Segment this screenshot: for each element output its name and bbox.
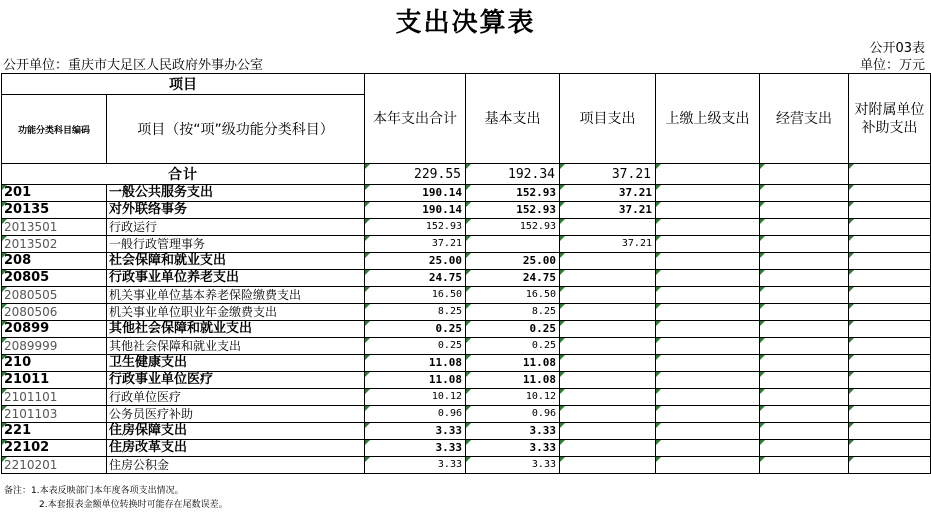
header-subsidy: 对附属单位补助支出 [849, 74, 931, 164]
row-code: 201 [2, 185, 107, 202]
form-number: 公开03表 [869, 41, 925, 56]
table-row [2, 236, 931, 253]
row-upper [656, 270, 760, 287]
row-upper [656, 355, 760, 372]
row-total: 10.12 [365, 389, 466, 406]
row-basic: 3.33 [466, 440, 560, 457]
row-total: 3.33 [365, 440, 466, 457]
header-upper: 上缴上级支出 [656, 74, 760, 164]
row-subsidy [849, 389, 931, 406]
table-row [2, 270, 931, 287]
row-code: 2013502 [2, 236, 107, 253]
row-total: 0.25 [365, 321, 466, 338]
row-name: 行政运行 [107, 219, 365, 236]
row-business [760, 202, 849, 219]
row-total: 3.33 [365, 423, 466, 440]
row-upper [656, 236, 760, 253]
row-subsidy [849, 270, 931, 287]
row-code: 2089999 [2, 338, 107, 355]
row-name: 机关事业单位基本养老保险缴费支出 [107, 287, 365, 304]
row-name: 其他社会保障和就业支出 [107, 321, 365, 338]
row-business [760, 423, 849, 440]
row-upper [656, 304, 760, 321]
row-code: 2080505 [2, 287, 107, 304]
row-item [560, 440, 656, 457]
header-basic: 基本支出 [466, 74, 560, 164]
row-business [760, 304, 849, 321]
row-basic: 8.25 [466, 304, 560, 321]
row-item [560, 270, 656, 287]
header-project-name: 项目（按“项”级功能分类科目） [107, 95, 365, 164]
row-total: 37.21 [365, 236, 466, 253]
row-name: 机关事业单位职业年金缴费支出 [107, 304, 365, 321]
row-basic: 11.08 [466, 355, 560, 372]
row-subsidy [849, 440, 931, 457]
row-business [760, 219, 849, 236]
row-upper [656, 185, 760, 202]
row-item: 37.21 [560, 236, 656, 253]
row-code: 2013501 [2, 219, 107, 236]
row-item [560, 304, 656, 321]
row-name: 社会保障和就业支出 [107, 253, 365, 270]
row-total: 3.33 [365, 457, 466, 474]
row-basic: 0.25 [466, 321, 560, 338]
row-upper [656, 321, 760, 338]
row-upper [656, 287, 760, 304]
row-total: 190.14 [365, 202, 466, 219]
row-subsidy [849, 457, 931, 474]
row-upper [656, 406, 760, 423]
row-subsidy [849, 219, 931, 236]
row-upper [656, 253, 760, 270]
row-code: 20899 [2, 321, 107, 338]
table-row [2, 202, 931, 219]
row-code: 21011 [2, 372, 107, 389]
row-business [760, 236, 849, 253]
row-basic: 11.08 [466, 372, 560, 389]
row-name: 公务员医疗补助 [107, 406, 365, 423]
row-item [560, 253, 656, 270]
note-2: 2.本套报表金额单位转换时可能存在尾数误差。 [39, 500, 228, 510]
table-row [2, 355, 931, 372]
row-subsidy [849, 253, 931, 270]
header-item: 项目支出 [560, 74, 656, 164]
row-subsidy [849, 185, 931, 202]
row-basic: 0.25 [466, 338, 560, 355]
row-total: 16.50 [365, 287, 466, 304]
row-basic: 3.33 [466, 457, 560, 474]
expenditure-table [1, 73, 931, 474]
table-row [2, 457, 931, 474]
row-basic [466, 236, 560, 253]
row-basic: 152.93 [466, 219, 560, 236]
row-upper [656, 338, 760, 355]
row-code: 2210201 [2, 457, 107, 474]
row-total: 8.25 [365, 304, 466, 321]
row-code: 2101101 [2, 389, 107, 406]
total-basic: 192.34 [466, 164, 560, 185]
row-subsidy [849, 321, 931, 338]
row-item [560, 287, 656, 304]
row-item: 37.21 [560, 185, 656, 202]
row-basic: 24.75 [466, 270, 560, 287]
row-name: 一般公共服务支出 [107, 185, 365, 202]
total-row [2, 164, 931, 185]
total-amount: 229.55 [365, 164, 466, 185]
row-subsidy [849, 202, 931, 219]
table-row [2, 406, 931, 423]
row-basic: 152.93 [466, 202, 560, 219]
row-business [760, 389, 849, 406]
row-item [560, 406, 656, 423]
row-item [560, 338, 656, 355]
row-item [560, 219, 656, 236]
row-business [760, 185, 849, 202]
row-upper [656, 219, 760, 236]
row-basic: 25.00 [466, 253, 560, 270]
row-total: 24.75 [365, 270, 466, 287]
row-subsidy [849, 372, 931, 389]
row-subsidy [849, 355, 931, 372]
row-upper [656, 423, 760, 440]
row-subsidy [849, 304, 931, 321]
row-total: 11.08 [365, 372, 466, 389]
row-business [760, 406, 849, 423]
row-upper [656, 372, 760, 389]
row-business [760, 253, 849, 270]
row-total: 190.14 [365, 185, 466, 202]
row-total: 0.96 [365, 406, 466, 423]
row-name: 住房公积金 [107, 457, 365, 474]
row-basic: 16.50 [466, 287, 560, 304]
row-name: 住房改革支出 [107, 440, 365, 457]
row-business [760, 338, 849, 355]
report-title: 支出决算表 [395, 8, 536, 38]
row-name: 其他社会保障和就业支出 [107, 338, 365, 355]
row-upper [656, 440, 760, 457]
header-func-code: 功能分类科目编码 [2, 95, 107, 164]
table-row [2, 321, 931, 338]
row-code: 210 [2, 355, 107, 372]
row-upper [656, 457, 760, 474]
header-total: 本年支出合计 [365, 74, 466, 164]
row-subsidy [849, 287, 931, 304]
row-code: 22102 [2, 440, 107, 457]
table-row [2, 338, 931, 355]
row-subsidy [849, 423, 931, 440]
row-name: 行政事业单位养老支出 [107, 270, 365, 287]
table-row [2, 423, 931, 440]
table-row [2, 304, 931, 321]
row-business [760, 270, 849, 287]
total-subsidy [849, 164, 931, 185]
row-subsidy [849, 406, 931, 423]
row-basic: 3.33 [466, 423, 560, 440]
row-code: 20805 [2, 270, 107, 287]
row-basic: 10.12 [466, 389, 560, 406]
row-name: 对外联络事务 [107, 202, 365, 219]
header-business: 经营支出 [760, 74, 849, 164]
row-business [760, 372, 849, 389]
row-basic: 152.93 [466, 185, 560, 202]
row-business [760, 321, 849, 338]
money-unit: 单位：万元 [859, 58, 925, 73]
header-project: 项目 [2, 74, 365, 95]
table-row [2, 372, 931, 389]
row-subsidy [849, 338, 931, 355]
row-name: 住房保障支出 [107, 423, 365, 440]
row-name: 行政事业单位医疗 [107, 372, 365, 389]
total-label: 合计 [2, 164, 365, 185]
total-upper [656, 164, 760, 185]
note-1: 备注：1.本表反映部门本年度各项支出情况。 [4, 486, 184, 496]
row-code: 2101103 [2, 406, 107, 423]
row-code: 20135 [2, 202, 107, 219]
row-item [560, 389, 656, 406]
row-upper [656, 389, 760, 406]
table-row [2, 287, 931, 304]
table-row [2, 185, 931, 202]
row-item: 37.21 [560, 202, 656, 219]
total-business [760, 164, 849, 185]
row-code: 208 [2, 253, 107, 270]
table-row [2, 253, 931, 270]
row-subsidy [849, 236, 931, 253]
row-business [760, 355, 849, 372]
row-item [560, 355, 656, 372]
table-body [2, 164, 931, 474]
row-business [760, 457, 849, 474]
row-code: 2080506 [2, 304, 107, 321]
total-item: 37.21 [560, 164, 656, 185]
row-total: 25.00 [365, 253, 466, 270]
row-item [560, 457, 656, 474]
row-name: 行政单位医疗 [107, 389, 365, 406]
row-business [760, 440, 849, 457]
row-name: 卫生健康支出 [107, 355, 365, 372]
row-total: 11.08 [365, 355, 466, 372]
table-row [2, 440, 931, 457]
table-row [2, 219, 931, 236]
row-basic: 0.96 [466, 406, 560, 423]
row-item [560, 423, 656, 440]
table-row [2, 389, 931, 406]
row-item [560, 321, 656, 338]
row-upper [656, 202, 760, 219]
row-name: 一般行政管理事务 [107, 236, 365, 253]
reporting-org: 公开单位：重庆市大足区人民政府外事办公室 [3, 58, 264, 73]
row-business [760, 287, 849, 304]
row-item [560, 372, 656, 389]
notes [4, 484, 228, 512]
row-total: 152.93 [365, 219, 466, 236]
row-code: 221 [2, 423, 107, 440]
row-total: 0.25 [365, 338, 466, 355]
